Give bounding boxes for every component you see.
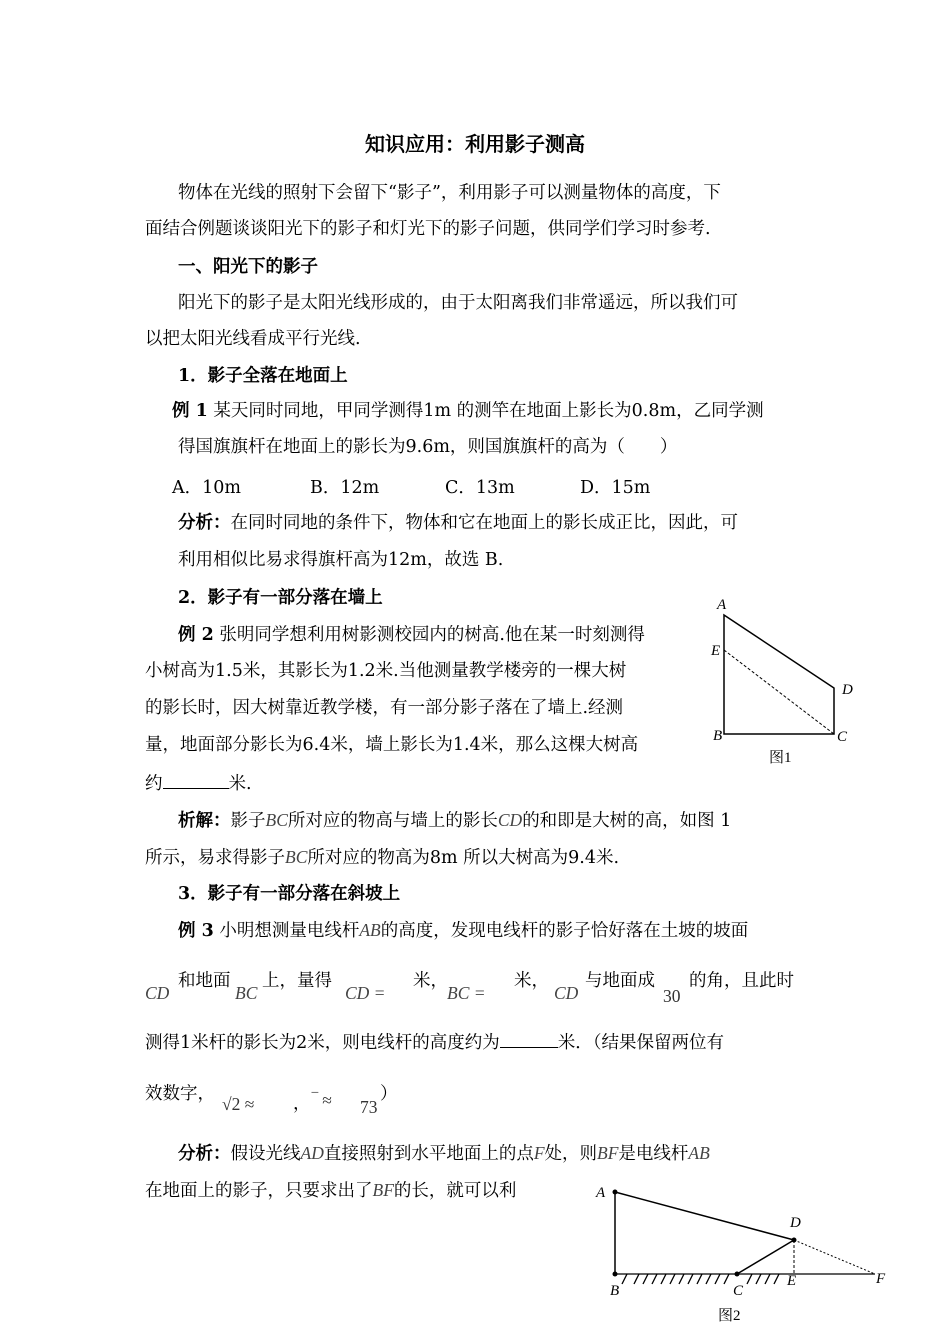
example2-line-2: 小树高为1.5米，其影长为1.2米.当他测量教学楼旁的一棵大树: [145, 661, 627, 681]
figure1-label-c: C: [837, 729, 848, 745]
figure1-label-d: D: [842, 682, 853, 698]
figure2-label-e: E: [787, 1273, 797, 1289]
example2-line-4: 量，地面部分影长为6.4米，墙上影长为1.4米，那么这棵大树高: [145, 735, 639, 755]
figure2-point-d: [792, 1238, 797, 1243]
example1-text-1: 某天同时同地，甲同学测得1m 的测竿在地面上影长为0.8m，乙同学测: [213, 401, 764, 421]
intro-line-1: 物体在光线的照射下会留下“影子”，利用影子可以测量物体的高度，下: [178, 183, 721, 203]
figure2-ground-hatching: [622, 1274, 779, 1284]
analysis3-text-1e: 处，则: [544, 1144, 598, 1164]
figure1-label-b: B: [713, 728, 723, 744]
page-title: 知识应用：利用影子测高: [365, 132, 585, 156]
figure-2: [590, 1178, 910, 1342]
example3-bc-eq: BC =: [447, 983, 486, 1003]
example3-approx-2: ‾ ≈: [312, 1090, 332, 1110]
figure2-label-c: C: [733, 1283, 744, 1299]
analysis2-label: 析解：: [178, 811, 231, 831]
example3-text-4a: 效数字，: [145, 1084, 215, 1104]
example3-label: 例 3: [178, 921, 214, 941]
analysis2-text-2a: 所示，易求得影子: [145, 848, 285, 868]
answer-blank-2: [163, 770, 229, 789]
example2-text-5b: 米.: [228, 774, 252, 794]
analysis2-bc-2: BC: [285, 847, 308, 867]
analysis3-label: 分析：: [178, 1144, 231, 1164]
sub2-heading: 2．影子有一部分落在墙上: [178, 588, 383, 608]
figure2-label-b: B: [610, 1283, 620, 1299]
figure2-point-c: [735, 1272, 740, 1277]
figure1-dashed-ray: [724, 650, 834, 734]
analysis3-f: F: [533, 1143, 545, 1163]
figure1-label-e: E: [711, 643, 721, 659]
example3-angle-value: 30: [663, 986, 681, 1006]
analysis3-ad: AD: [300, 1143, 324, 1163]
example2-line-1: [178, 623, 645, 647]
example2-label: 例 2: [178, 625, 214, 645]
section1-paragraph-line-2: 以把太阳光线看成平行光线.: [145, 329, 361, 349]
analysis2-cd: CD: [497, 810, 523, 830]
analysis3-text-2a: 在地面上的影子，只要求出了: [145, 1181, 373, 1201]
example3-text-3a: 测得1米杆的影长为2米，则电线杆的高度约为: [145, 1033, 500, 1053]
figure2-point-b: [613, 1272, 618, 1277]
example1-line-1: [172, 399, 764, 423]
analysis3-bf-2: BF: [372, 1180, 394, 1200]
figure2-ray-ad: [615, 1192, 794, 1240]
option-d: D．15m: [580, 478, 651, 498]
section1-heading: 一、阳光下的影子: [178, 257, 318, 277]
example1-label: 例 1: [172, 401, 208, 421]
example3-and-ground: 和地面: [178, 971, 231, 991]
section1-paragraph-line-1: 阳光下的影子是太阳光线形成的，由于太阳离我们非常遥远，所以我们可: [178, 293, 738, 313]
analysis1-text-1: 在同时同地的条件下，物体和它在地面上的影长成正比，因此，可: [230, 513, 738, 533]
analysis3-text-1c: 直接照射到水平地面上的点: [323, 1144, 534, 1164]
figure1-label-a: A: [717, 597, 727, 613]
example3-meter-1: 米，: [413, 971, 448, 991]
figure2-slope-cd: [737, 1240, 794, 1274]
example3-line-3: [145, 1029, 724, 1055]
option-a: A．10m: [172, 478, 242, 498]
figure1-shape: [724, 615, 834, 734]
analysis3-text-1g: 是电线杆: [618, 1144, 689, 1164]
figure2-label-f: F: [876, 1271, 886, 1287]
figure2-label-a: A: [596, 1185, 606, 1201]
analysis3-text-2c: 的长，就可以利: [393, 1181, 517, 1201]
analysis3-ab: AB: [688, 1143, 710, 1163]
analysis3-bf: BF: [597, 1143, 619, 1163]
analysis1-line-1: [178, 511, 738, 535]
example2-text-5a: 约: [145, 774, 163, 794]
figure2-label-d: D: [790, 1215, 801, 1231]
example3-angle-end: 的角，且此时: [689, 971, 794, 991]
analysis2-bc: BC: [265, 810, 288, 830]
figure2-ray-df: [794, 1240, 875, 1274]
option-b: B．12m: [310, 478, 380, 498]
example3-text-1c: 的高度，发现电线杆的影子恰好落在土坡的坡面: [380, 921, 749, 941]
sub1-heading: 1．影子全落在地面上: [178, 366, 348, 386]
example1-line-2: 得国旗旗杆在地面上的影长为9.6m，则国旗旗杆的高为（ ）: [178, 437, 678, 457]
analysis1-line-2: 利用相似比易求得旗杆高为12m，故选 B.: [178, 550, 504, 570]
example2-line-5: [145, 770, 252, 796]
analysis2-text-2c: 所对应的物高为8m 所以大树高为9.4米.: [307, 848, 620, 868]
example3-text-1a: 小明想测量电线杆: [219, 921, 360, 941]
analysis3-line-2: [145, 1178, 516, 1203]
intro-line-2: 面结合例题谈谈阳光下的影子和灯光下的影子问题，供同学们学习时参考.: [145, 219, 711, 239]
analysis3-text-1a: 假设光线: [230, 1144, 301, 1164]
analysis2-line-1: [178, 808, 731, 833]
analysis2-text-1e: 的和即是大树的高，如图 1: [522, 811, 732, 831]
example2-text-1: 张明同学想利用树影测校园内的树高.他在某一时刻测得: [219, 625, 645, 645]
example3-meter-2: 米，: [514, 971, 549, 991]
analysis2-text-1c: 所对应的物高与墙上的影长: [287, 811, 498, 831]
example3-text-3b: 米．（结果保留两位有: [557, 1033, 725, 1053]
example2-line-3: 的影长时，因大树靠近教学楼，有一部分影子落在了墙上.经测: [145, 698, 624, 718]
example3-line-1: [178, 918, 748, 943]
example3-measured: 上，量得: [262, 971, 332, 991]
example3-cd-eq: CD =: [345, 983, 386, 1003]
figure-1: [700, 590, 870, 770]
example3-comma: ，: [293, 1094, 311, 1114]
analysis2-line-2: [145, 845, 619, 870]
example3-value-73: 73: [360, 1097, 378, 1117]
example3-ab: AB: [359, 920, 381, 940]
answer-blank-3: [500, 1029, 558, 1048]
sub3-heading: 3．影子有一部分落在斜坡上: [178, 884, 401, 904]
example3-cd-2: CD: [554, 983, 579, 1003]
option-c: C．13m: [445, 478, 515, 498]
example3-cd-1: CD: [145, 983, 170, 1003]
example3-close-paren: ）: [380, 1084, 398, 1104]
example3-angle-text: 与地面成: [585, 971, 655, 991]
analysis2-text-1a: 影子: [230, 811, 266, 831]
analysis1-label: 分析：: [178, 513, 231, 533]
example3-sqrt2: √2 ≈: [222, 1094, 255, 1114]
figure2-point-a: [613, 1190, 618, 1195]
analysis3-line-1: [178, 1141, 710, 1166]
example3-bc-1: BC: [235, 983, 258, 1003]
figure2-caption: 图2: [718, 1308, 741, 1324]
figure1-caption: 图1: [769, 750, 792, 766]
